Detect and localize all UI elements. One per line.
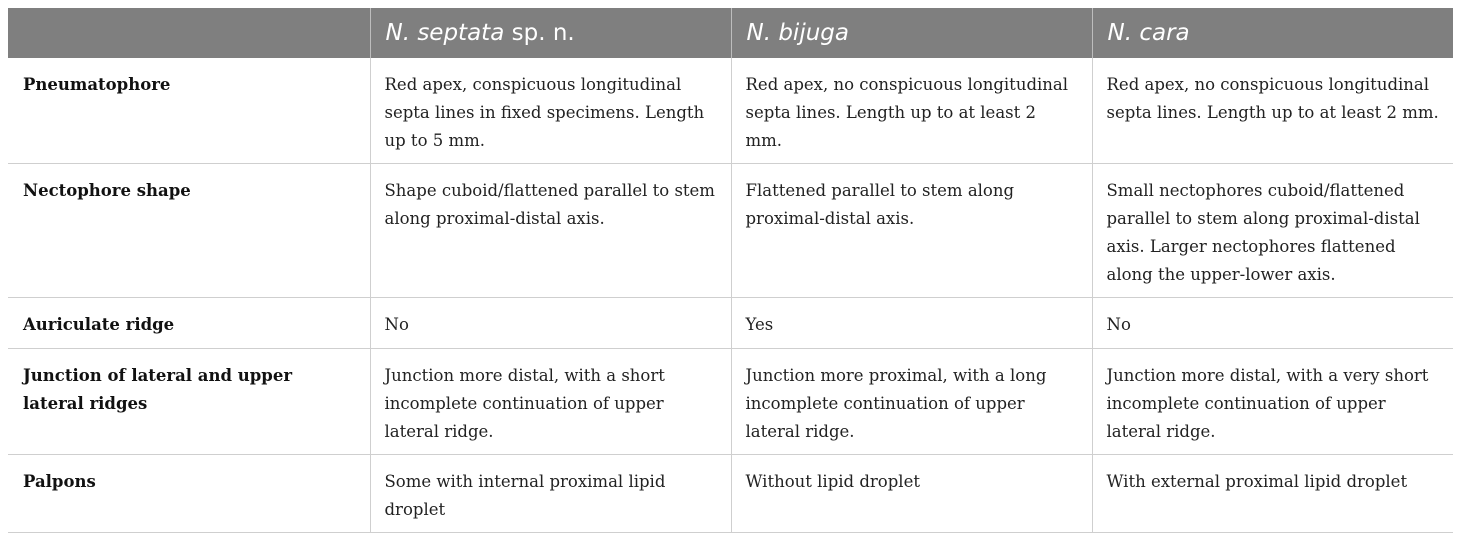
table-row	[8, 298, 1453, 349]
table-cell: Junction more distal, with a short incomplete continuation of upper lateral ridge.	[370, 349, 731, 455]
table-header-row	[8, 8, 1453, 58]
row-label: Auriculate ridge	[8, 298, 370, 349]
row-label: Pneumatophore	[8, 58, 370, 164]
table-cell: With external proximal lipid droplet	[1092, 455, 1453, 533]
table-cell: Shape cuboid/flattened parallel to stem along proximal-distal axis.	[370, 164, 731, 298]
row-label: Palpons	[8, 455, 370, 533]
table-cell: Junction more distal, with a very short incomplete continuation of upper lateral ridge.	[1092, 349, 1453, 455]
table-row	[8, 455, 1453, 533]
table-cell: Small nectophores cuboid/flattened parallel to stem along proximal-distal axis. Larger nectophores flattened along the upper-lower axis.	[1092, 164, 1453, 298]
row-label: Junction of lateral and upper lateral ridges	[8, 349, 370, 455]
table-row	[8, 164, 1453, 298]
table-cell: No	[1092, 298, 1453, 349]
table-row	[8, 58, 1453, 164]
table-row	[8, 349, 1453, 455]
table-cell: Red apex, conspicuous longitudinal septa lines in fixed specimens. Length up to 5 mm.	[370, 58, 731, 164]
table-cell: Red apex, no conspicuous longitudinal septa lines. Length up to at least 2 mm.	[731, 58, 1092, 164]
table-cell: Junction more proximal, with a long incomplete continuation of upper lateral ridge.	[731, 349, 1092, 455]
header-species-septata	[370, 8, 731, 58]
species-suffix: sp. n.	[504, 20, 575, 46]
table-cell: Flattened parallel to stem along proximal-distal axis.	[731, 164, 1092, 298]
table-cell: No	[370, 298, 731, 349]
table-cell: Some with internal proximal lipid droplet	[370, 455, 731, 533]
table-cell: Without lipid droplet	[731, 455, 1092, 533]
species-name: N. bijuga	[746, 20, 849, 46]
species-name: N. cara	[1107, 20, 1190, 46]
header-empty-cell	[8, 8, 370, 58]
species-name: N. septata	[385, 20, 505, 46]
row-label: Nectophore shape	[8, 164, 370, 298]
table-cell: Yes	[731, 298, 1092, 349]
header-species-cara	[1092, 8, 1453, 58]
table-cell: Red apex, no conspicuous longitudinal septa lines. Length up to at least 2 mm.	[1092, 58, 1453, 164]
header-species-bijuga	[731, 8, 1092, 58]
species-comparison-table	[8, 8, 1453, 533]
